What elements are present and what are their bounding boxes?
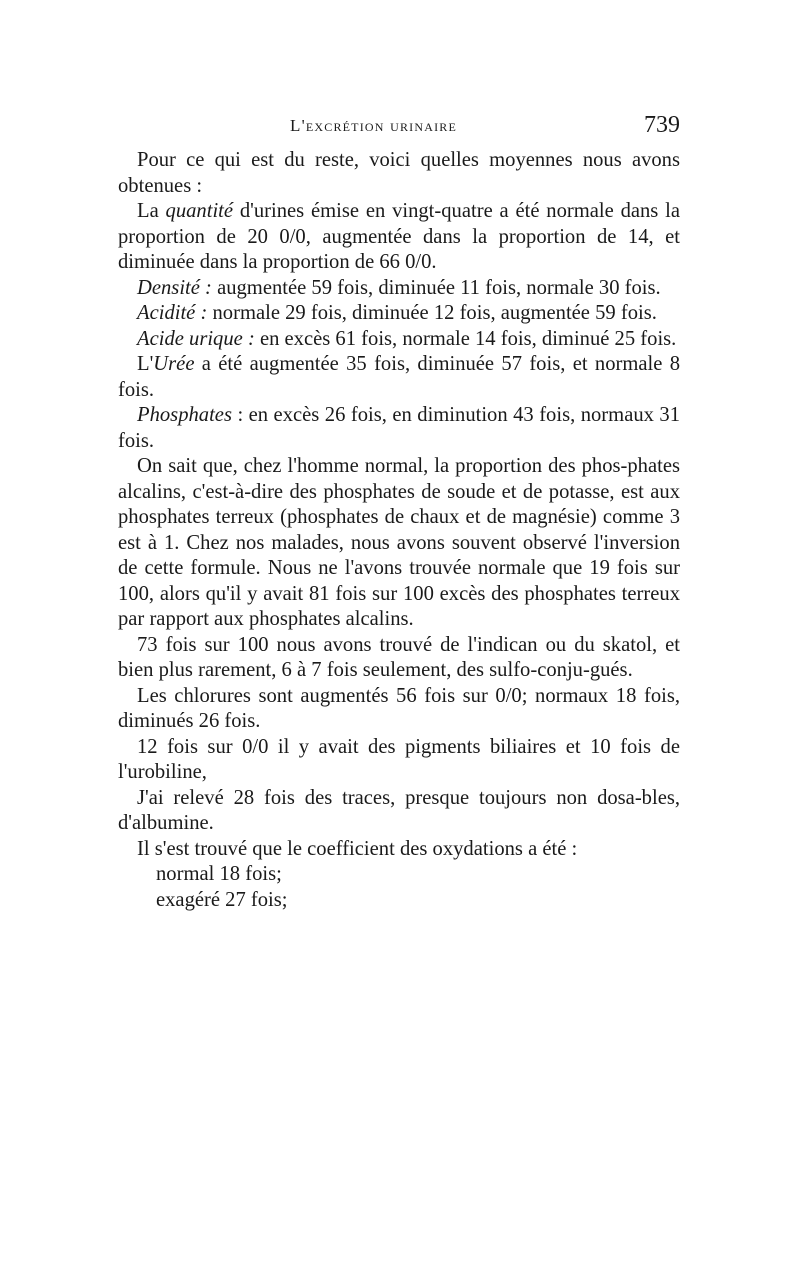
paragraph-phosphates: Phosphates : en excès 26 fois, en diminution 43 fois, normaux 31 fois. [118, 404, 680, 452]
term-quantite: quantité [165, 200, 234, 222]
term-densite: Densité : [137, 276, 212, 299]
paragraph-quantite: La quantité d'urines émise en vingt-quatre a été normale dans la proportion de 20 0/0, augmentée dans la proportion de 14, et diminuée dans la proportion de 66 0/0. [118, 200, 680, 273]
page-number: 739 [644, 112, 680, 138]
paragraph-chlorures: Les chlorures sont augmentés 56 fois sur 0/0; normaux 18 fois, diminués 26 fois. [118, 684, 680, 732]
paragraph-acidite: Acidité : normale 29 fois, diminuée 12 fois, augmentée 59 fois. [137, 302, 657, 324]
term-acidite: Acidité : [137, 302, 208, 324]
page-header [118, 112, 684, 144]
paragraph-acide-urique: Acide urique : en excès 61 fois, normale 14 fois, diminué 25 fois. [137, 327, 677, 350]
paragraph-phosphates-ratio: On sait que, chez l'homme normal, la proportion des phos-phates alcalins, c'est-à-dire des phosphates de soude et de potasse, est aux phosphates terreux (phosphates de chaux et de magnésie) comme 3 est à 1. Chez nos malades, nous avons souvent observé l'inversion de cette formule. Nous ne l'avons trouvée normale que 19 fois sur 100, alors qu'il y avait 81 fois sur 100 excès des phosphates terreux par rapport aux phosphates alcalins. [118, 455, 680, 630]
paragraph-intro: Pour ce qui est du reste, voici quelles moyennes nous avons obtenues : [118, 149, 680, 197]
term-acide-urique: Acide urique : [137, 327, 255, 350]
paragraph-indican: 73 fois sur 100 nous avons trouvé de l'indican ou du skatol, et bien plus rarement, 6 à 7 fois seulement, des sulfo-conju-gués. [118, 633, 680, 681]
paragraph-uree: L'Urée a été augmentée 35 fois, diminuée 57 fois, et normale 8 fois. [118, 353, 680, 401]
paragraph-oxydations: Il s'est trouvé que le coefficient des oxydations a été : [137, 837, 578, 860]
list-item-normal: normal 18 fois; [156, 863, 282, 885]
term-phosphates: Phosphates [137, 404, 232, 426]
list-item-exagere: exagéré 27 fois; [156, 888, 288, 911]
term-uree: Urée [153, 353, 195, 375]
body-text [118, 148, 680, 913]
paragraph-albumine: J'ai relevé 28 fois des traces, presque toujours non dosa-bles, d'albumine. [118, 786, 680, 834]
running-title: L'excrétion urinaire [290, 116, 458, 135]
paragraph-pigments: 12 fois sur 0/0 il y avait des pigments biliaires et 10 fois de l'urobiline, [118, 735, 680, 783]
paragraph-densite: Densité : augmentée 59 fois, diminuée 11 fois, normale 30 fois. [137, 276, 661, 299]
